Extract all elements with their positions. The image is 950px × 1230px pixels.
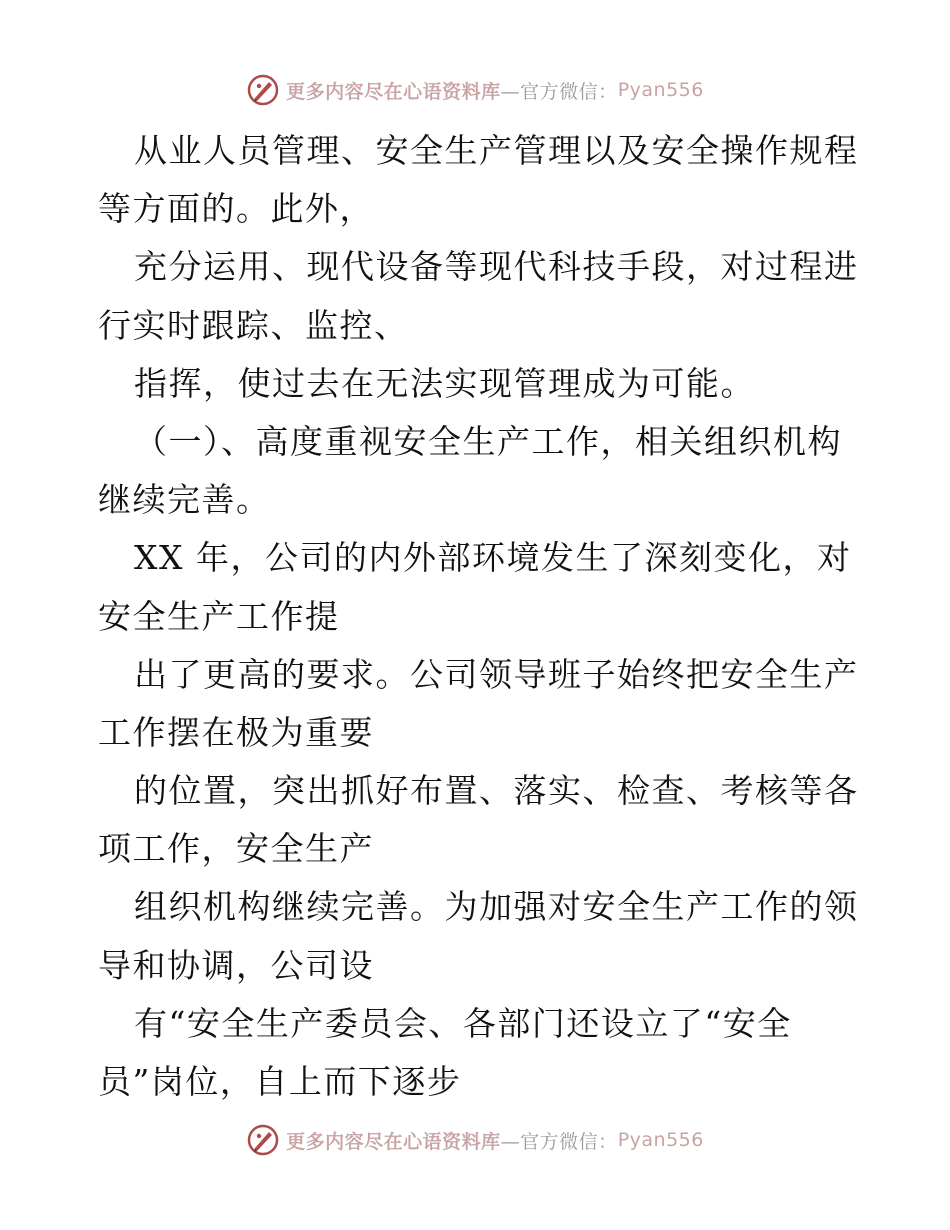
quill-pen-logo-icon bbox=[246, 1123, 280, 1157]
footer-watermark-label: —官方微信： bbox=[500, 1130, 618, 1153]
header-watermark-label: —官方微信： bbox=[500, 80, 618, 103]
paragraph-line: 出了更高的要求。公司领导班子始终把安全生产 bbox=[134, 654, 859, 694]
paragraph-line: 项工作，安全生产 bbox=[98, 829, 374, 869]
paragraph-line: XX 年，公司的内外部环境发生了深刻变化，对 bbox=[134, 538, 852, 578]
paragraph-line: 导和协调，公司设 bbox=[98, 945, 374, 985]
section-heading-line: （一）、高度重视安全生产工作，相关组织机构 bbox=[134, 421, 842, 461]
footer-watermark-text: 更多内容尽在心语资料库 bbox=[286, 1130, 501, 1153]
paragraph-line: 工作摆在极为重要 bbox=[98, 712, 374, 752]
paragraph-line: 安全生产工作提 bbox=[98, 596, 340, 636]
quill-pen-logo-icon bbox=[246, 73, 280, 107]
section-heading-line: 继续完善。 bbox=[98, 480, 271, 520]
footer-watermark bbox=[0, 1120, 950, 1160]
paragraph-line: 有“安全生产委员会、各部门还设立了“安全 bbox=[134, 1003, 792, 1043]
paragraph-line: 组织机构继续完善。为加强对安全生产工作的领 bbox=[134, 887, 859, 927]
header-watermark-text: 更多内容尽在心语资料库 bbox=[286, 80, 501, 103]
footer-watermark-wechat-id: Pyan556 bbox=[617, 1129, 704, 1151]
header-watermark bbox=[0, 70, 950, 110]
paragraph-line: 员”岗位，自上而下逐步 bbox=[98, 1062, 462, 1101]
paragraph-line: 的位置，突出抓好布置、落实、检查、考核等各 bbox=[134, 771, 859, 811]
paragraph-line: 行实时跟踪、监控、 bbox=[98, 305, 409, 345]
paragraph-line: 指挥，使过去在无法实现管理成为可能。 bbox=[134, 363, 755, 403]
paragraph-line: 等方面的。此外， bbox=[98, 189, 374, 229]
document-body bbox=[98, 122, 858, 1111]
paragraph-line: 充分运用、现代设备等现代科技手段，对过程进 bbox=[134, 247, 859, 287]
paragraph-line: 从业人员管理、安全生产管理以及安全操作规程 bbox=[134, 131, 859, 170]
header-watermark-wechat-id: Pyan556 bbox=[617, 79, 704, 101]
